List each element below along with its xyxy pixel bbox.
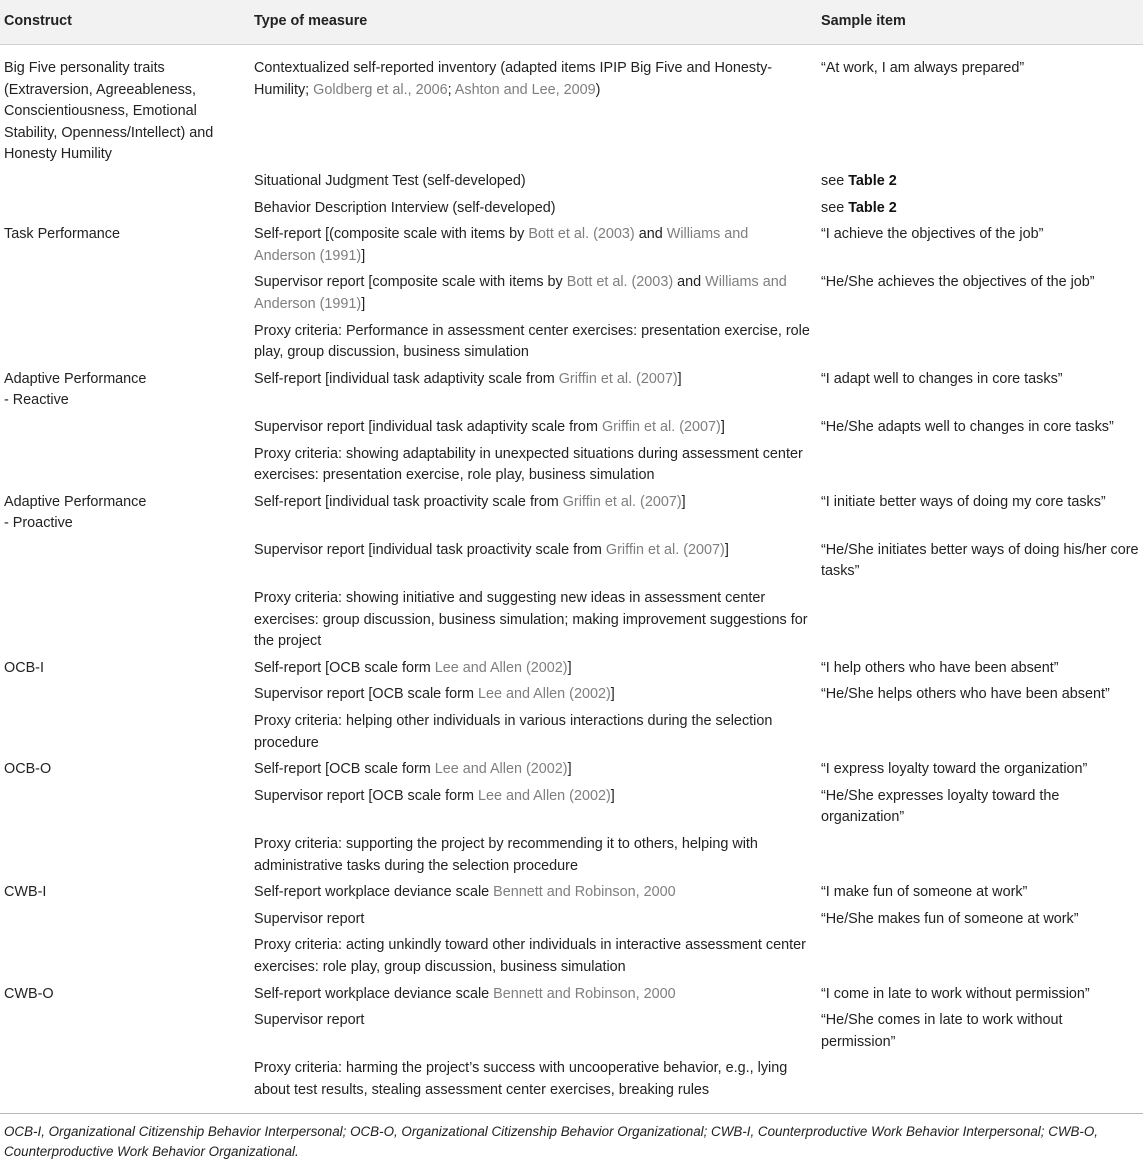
- cell-sample-item: [817, 1008, 1143, 1056]
- cell-text: Proxy criteria: Performance in assessment center exercises: presentation exercise, role play, group discussion, business simulation: [254, 322, 810, 361]
- table-row: [0, 933, 1143, 981]
- cell-sample-item: [817, 169, 1143, 196]
- cell-type-of-measure: [250, 907, 817, 934]
- cell-text: Supervisor report [OCB scale form: [254, 787, 478, 804]
- cell-construct: CWB-O: [4, 985, 54, 1002]
- cell-type-of-measure: [250, 709, 817, 757]
- cell-text: Self-report [(composite scale with items by: [254, 226, 529, 243]
- table-row: [0, 832, 1143, 880]
- cell-construct: [0, 682, 250, 709]
- cell-construct: [0, 709, 250, 757]
- cell-type-of-measure: [250, 1008, 817, 1056]
- cell-text: Self-report [OCB scale form: [254, 761, 435, 778]
- cell-type-of-measure: [250, 45, 817, 169]
- cell-text: Situational Judgment Test (self-developed): [254, 172, 526, 189]
- cell-text: ]: [567, 659, 572, 676]
- table-row: [0, 784, 1143, 832]
- cell-text: “I initiate better ways of doing my core tasks”: [821, 493, 1106, 510]
- cell-sample-item: [817, 982, 1143, 1009]
- cell-construct: CWB-I: [4, 884, 47, 901]
- cell-text: “He/She expresses loyalty toward the organization”: [821, 787, 1060, 826]
- citation-link[interactable]: Lee and Allen (2002): [477, 686, 611, 703]
- cell-construct: [0, 415, 250, 442]
- header-sample-item: Sample item: [817, 0, 1143, 45]
- table-header: [0, 0, 1143, 45]
- table-row: [0, 757, 1143, 784]
- cell-text: Supervisor report [composite scale with items by: [254, 274, 567, 291]
- cell-type-of-measure: [250, 586, 817, 656]
- cell-text: “I come in late to work without permission”: [821, 985, 1090, 1002]
- cell-construct: OCB-I: [4, 659, 44, 676]
- cell-construct: [0, 832, 250, 880]
- cell-text: ]: [720, 418, 725, 435]
- cell-text: ]: [610, 787, 615, 804]
- cell-text: ]: [610, 686, 615, 703]
- cell-type-of-measure: [250, 222, 817, 270]
- cell-text: Supervisor report [individual task adaptivity scale from: [254, 418, 602, 435]
- cell-text: “He/She comes in late to work without permission”: [821, 1012, 1063, 1050]
- table-reference[interactable]: Table 2: [848, 172, 897, 189]
- table-row: [0, 222, 1143, 270]
- header-type-of-measure: Type of measure: [250, 0, 817, 45]
- table-reference[interactable]: Table 2: [848, 199, 897, 216]
- cell-text: ): [595, 81, 601, 98]
- cell-sample-item: [817, 1056, 1143, 1113]
- cell-sample-item: [817, 490, 1143, 538]
- cell-construct: [0, 442, 250, 490]
- table-row: [0, 367, 1143, 415]
- cell-text: “I help others who have been absent”: [821, 659, 1059, 676]
- table-row: [0, 415, 1143, 442]
- cell-sample-item: [817, 709, 1143, 757]
- cell-type-of-measure: [250, 682, 817, 709]
- cell-text: Contextualized self-reported inventory (adapted items IPIP Big Five and Honesty-Humility;: [254, 60, 773, 98]
- table-row: [0, 709, 1143, 757]
- cell-sample-item: [817, 270, 1143, 318]
- cell-type-of-measure: [250, 880, 817, 907]
- cell-text: Supervisor report: [254, 910, 365, 927]
- citation-link[interactable]: Griffin et al. (2007): [601, 418, 721, 435]
- table-row: [0, 656, 1143, 683]
- cell-text: “He/She initiates better ways of doing his/her core tasks”: [821, 541, 1139, 580]
- cell-text: “He/She makes fun of someone at work”: [821, 910, 1079, 927]
- cell-construct: [0, 538, 250, 586]
- citation-link[interactable]: Lee and Allen (2002): [477, 787, 611, 804]
- citation-link[interactable]: Goldberg et al., 2006: [313, 81, 448, 98]
- cell-sample-item: [817, 319, 1143, 367]
- cell-text: “He/She adapts well to changes in core tasks”: [821, 418, 1114, 435]
- table-row: [0, 169, 1143, 196]
- cell-construct: [0, 1056, 250, 1113]
- cell-text: Self-report workplace deviance scale: [254, 884, 494, 901]
- cell-type-of-measure: [250, 169, 817, 196]
- cell-type-of-measure: [250, 757, 817, 784]
- cell-type-of-measure: [250, 982, 817, 1009]
- cell-text: “He/She achieves the objectives of the job”: [821, 274, 1095, 291]
- cell-sample-item: [817, 757, 1143, 784]
- cell-text: Proxy criteria: showing adaptability in unexpected situations during assessment center exercises: presentation exercise, role play, business simulation: [254, 445, 803, 484]
- table-row: [0, 490, 1143, 538]
- citation-link[interactable]: Williams and Anderson (1991): [254, 226, 749, 264]
- cell-construct: [0, 586, 250, 656]
- citation-link[interactable]: Griffin et al. (2007): [562, 493, 682, 510]
- cell-text: ]: [567, 761, 572, 778]
- citation-link[interactable]: Ashton and Lee, 2009: [454, 81, 596, 98]
- cell-sample-item: [817, 784, 1143, 832]
- cell-text: Proxy criteria: harming the project’s success with uncooperative behavior, e.g., lying about test results, stealing assessment center exercises, breaking rules: [254, 1060, 788, 1098]
- cell-sample-item: [817, 196, 1143, 223]
- cell-text: see: [821, 172, 849, 189]
- cell-construct: [0, 196, 250, 223]
- citation-link[interactable]: Bott et al. (2003): [528, 226, 635, 243]
- cell-text: Proxy criteria: supporting the project by recommending it to others, helping with administrative tasks during the selection procedure: [254, 836, 758, 874]
- cell-type-of-measure: [250, 538, 817, 586]
- cell-type-of-measure: [250, 270, 817, 318]
- cell-text: ;: [447, 81, 455, 98]
- cell-construct: [0, 907, 250, 934]
- cell-construct: [0, 319, 250, 367]
- table-row: [0, 1008, 1143, 1056]
- cell-type-of-measure: [250, 784, 817, 832]
- cell-sample-item: [817, 367, 1143, 415]
- cell-text: “I make fun of someone at work”: [821, 884, 1028, 901]
- citation-link[interactable]: Lee and Allen (2002): [434, 659, 568, 676]
- cell-sample-item: [817, 222, 1143, 270]
- cell-type-of-measure: [250, 656, 817, 683]
- cell-text: “I achieve the objectives of the job”: [821, 226, 1044, 243]
- table-row: [0, 196, 1143, 223]
- table-row: [0, 880, 1143, 907]
- table-footnote: OCB-I, Organizational Citizenship Behavior Interpersonal; OCB-O, Organizational Citizenship Behavior Organizational; CWB-I, Counterproductive Work Behavior Interpersonal; CWB-O, Counterproductive Work Behavior Organizational.: [4, 1123, 1099, 1159]
- cell-type-of-measure: [250, 1056, 817, 1113]
- cell-sample-item: [817, 933, 1143, 981]
- cell-text: Self-report [individual task adaptivity scale from: [254, 370, 559, 387]
- cell-sample-item: [817, 880, 1143, 907]
- cell-type-of-measure: [250, 490, 817, 538]
- citation-link[interactable]: Williams and Anderson (1991): [254, 274, 787, 312]
- cell-text: and: [634, 226, 667, 243]
- cell-text: Supervisor report [individual task proactivity scale from: [254, 541, 606, 558]
- cell-text: Self-report workplace deviance scale: [254, 985, 494, 1002]
- cell-construct: Adaptive Performance - Proactive: [4, 493, 147, 532]
- cell-construct: [0, 169, 250, 196]
- cell-text: Proxy criteria: acting unkindly toward other individuals in interactive assessment center exercises: role play, group discussion, business simulation: [254, 937, 806, 975]
- cell-text: Self-report [individual task proactivity scale from: [254, 493, 563, 510]
- header-row: [0, 0, 1143, 45]
- cell-text: “He/She helps others who have been absent”: [821, 686, 1110, 703]
- cell-text: ]: [361, 247, 366, 264]
- cell-construct: Big Five personality traits (Extraversion, Agreeableness, Conscientiousness, Emotional Stability, Openness/Intellect) and Honesty Humility: [4, 60, 214, 163]
- cell-sample-item: [817, 832, 1143, 880]
- cell-type-of-measure: [250, 442, 817, 490]
- cell-sample-item: [817, 442, 1143, 490]
- cell-sample-item: [817, 415, 1143, 442]
- cell-text: Self-report [OCB scale form: [254, 659, 435, 676]
- table-row: [0, 982, 1143, 1009]
- table-row: [0, 538, 1143, 586]
- cell-text: ]: [677, 370, 682, 387]
- cell-text: “At work, I am always prepared”: [821, 60, 1025, 76]
- cell-text: ]: [681, 493, 686, 510]
- cell-sample-item: [817, 586, 1143, 656]
- table-row: [0, 442, 1143, 490]
- cell-type-of-measure: [250, 196, 817, 223]
- table-row: [0, 1056, 1143, 1113]
- cell-text: ]: [361, 295, 366, 312]
- cell-construct: [0, 784, 250, 832]
- cell-sample-item: [817, 682, 1143, 709]
- cell-text: see: [821, 199, 849, 216]
- table-row: [0, 907, 1143, 934]
- cell-text: Behavior Description Interview (self-developed): [254, 199, 556, 216]
- table-row: [0, 586, 1143, 656]
- cell-sample-item: [817, 907, 1143, 934]
- cell-construct: Adaptive Performance - Reactive: [4, 370, 147, 409]
- table-body: [0, 45, 1143, 1114]
- cell-text: Supervisor report [OCB scale form: [254, 686, 478, 703]
- cell-text: Proxy criteria: helping other individuals in various interactions during the selection procedure: [254, 713, 773, 751]
- cell-type-of-measure: [250, 832, 817, 880]
- table-row: [0, 45, 1143, 169]
- cell-text: “I adapt well to changes in core tasks”: [821, 370, 1063, 387]
- cell-construct: [0, 1008, 250, 1056]
- cell-sample-item: [817, 538, 1143, 586]
- cell-text: Proxy criteria: showing initiative and suggesting new ideas in assessment center exercises: group discussion, business simulation; making improvement suggestions for the project: [254, 590, 808, 650]
- cell-type-of-measure: [250, 415, 817, 442]
- cell-sample-item: [817, 656, 1143, 683]
- cell-text: ]: [724, 541, 729, 558]
- citation-link[interactable]: Bennett and Robinson, 2000: [493, 884, 676, 901]
- citation-link[interactable]: Bennett and Robinson, 2000: [493, 985, 676, 1002]
- citation-link[interactable]: Lee and Allen (2002): [434, 761, 568, 778]
- cell-construct: Task Performance: [4, 226, 120, 243]
- table-row: [0, 682, 1143, 709]
- cell-construct: OCB-O: [4, 761, 52, 778]
- cell-text: Supervisor report: [254, 1012, 365, 1029]
- cell-text: and: [673, 274, 706, 291]
- cell-type-of-measure: [250, 319, 817, 367]
- cell-construct: [0, 270, 250, 318]
- citation-link[interactable]: Bott et al. (2003): [566, 274, 674, 291]
- citation-link[interactable]: Griffin et al. (2007): [605, 541, 725, 558]
- cell-sample-item: [817, 45, 1143, 169]
- header-construct: Construct: [0, 0, 250, 45]
- cell-text: “I express loyalty toward the organization”: [821, 761, 1088, 778]
- cell-type-of-measure: [250, 933, 817, 981]
- table-row: [0, 270, 1143, 318]
- cell-construct: [0, 933, 250, 981]
- citation-link[interactable]: Griffin et al. (2007): [558, 370, 678, 387]
- table-row: [0, 319, 1143, 367]
- cell-type-of-measure: [250, 367, 817, 415]
